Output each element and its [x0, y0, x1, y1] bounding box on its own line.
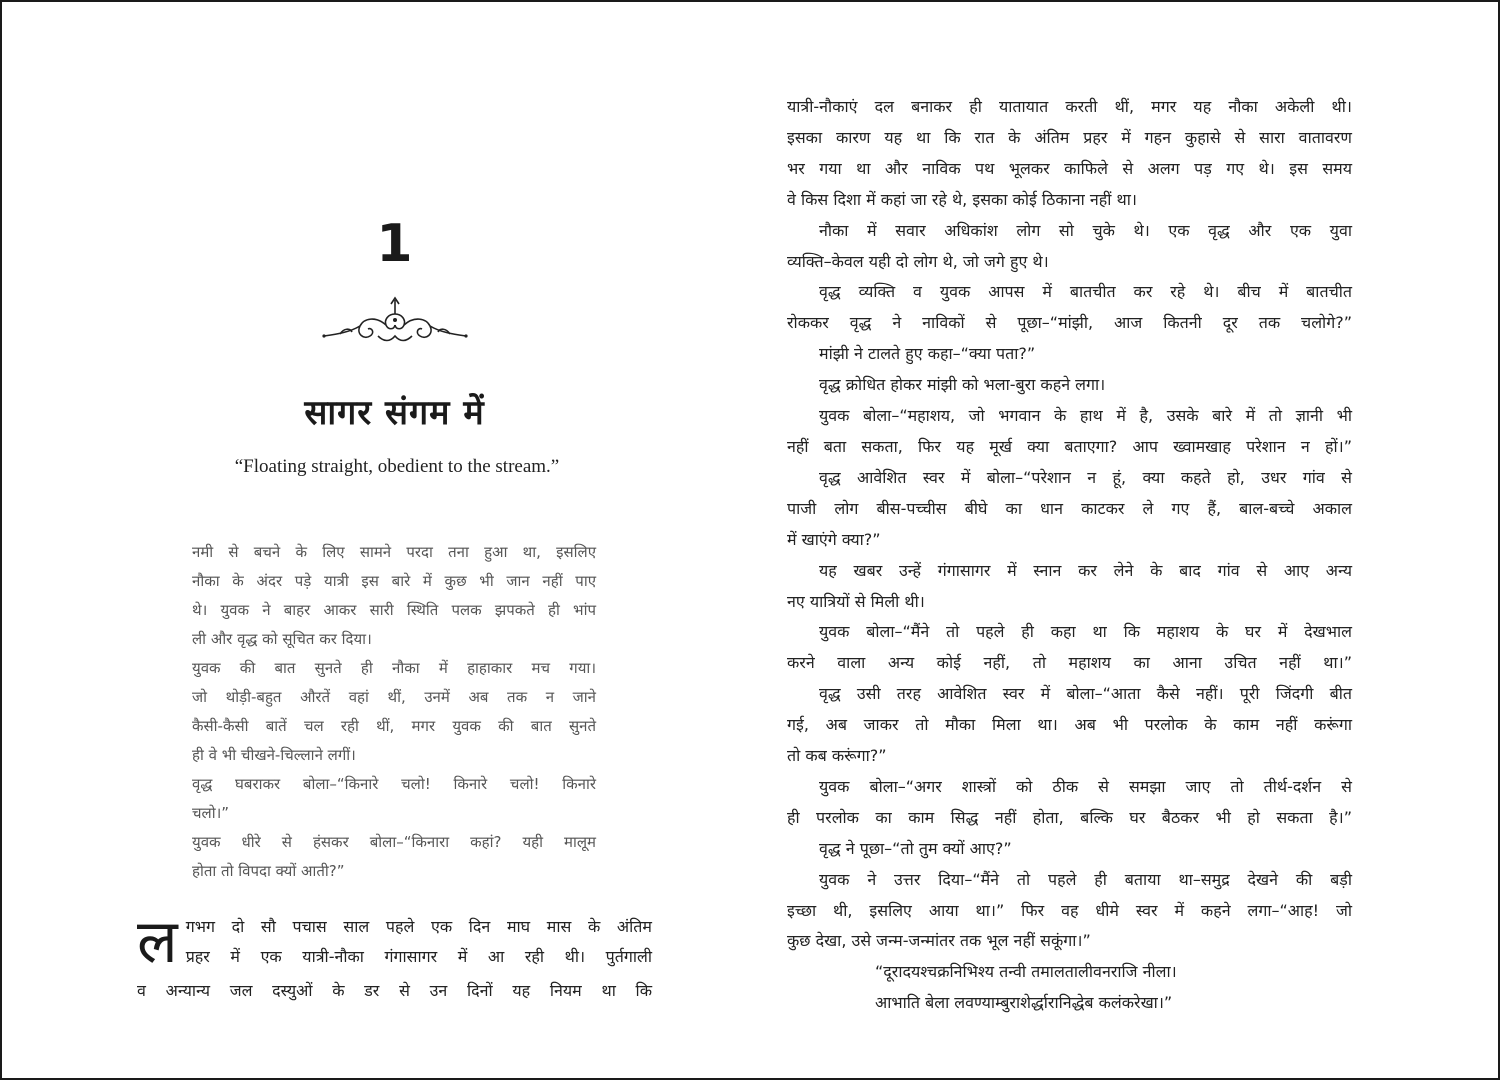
body-line: मांझी ने टालते हुए कहा–“क्या पता?” — [819, 344, 1036, 364]
intro-line: नौका के अंदर पड़े यात्री इस बारे में कुछ भी जान नहीं पाए — [192, 572, 596, 590]
left-page — [2, 2, 752, 1078]
body-line: करने वाला अन्य कोई नहीं, तो महाशय का आना उचित नहीं था।” — [787, 653, 1352, 673]
body-line: यह खबर उन्हें गंगासागर में स्नान कर लेने के बाद गांव से आए अन्य — [819, 560, 1352, 580]
intro-passage — [192, 538, 596, 886]
verse-line: आभाति बेला लवण्याम्बुराशेर्द्धारानिद्धेब कलंकरेखा।” — [875, 993, 1173, 1013]
body-line: वे किस दिशा में कहां जा रहे थे, इसका कोई ठिकाना नहीं था। — [787, 189, 1137, 209]
body-line: वृद्ध उसी तरह आवेशित स्वर में बोला–“आता कैसे नहीं। पूरी जिंदगी बीत — [819, 684, 1352, 704]
body-line: वृद्ध ने पूछा–“तो तुम क्यों आए?” — [819, 838, 1012, 858]
right-page — [787, 92, 1352, 1019]
body-line: में खाएंगे क्या?” — [787, 529, 881, 549]
opening-line: गभग दो सौ पचास साल पहले एक दिन माघ मास के अंतिम — [185, 917, 652, 936]
opening-line: प्रहर में एक यात्री-नौका गंगासागर में आ रही थी। पुर्तगाली — [185, 947, 652, 966]
intro-line: युवक की बात सुनते ही नौका में हाहाकार मच गया। — [192, 659, 596, 677]
intro-line: थे। युवक ने बाहर आकर सारी स्थिति पलक झपकते ही भांप — [192, 601, 596, 619]
intro-line: युवक धीरे से हंसकर बोला–“किनारा कहां? यही मालूम — [192, 833, 596, 851]
chapter-number: 1 — [376, 214, 413, 274]
verse-line: “दूरादयश्चक्रनिभिश्य तन्वी तमालतालीवनराजि नीला। — [875, 962, 1177, 982]
body-line: तो कब करूंगा?” — [787, 746, 887, 766]
body-line: युवक बोला–“महाशय, जो भगवान के हाथ में है, उसके बारे में तो ज्ञानी भी — [819, 406, 1352, 426]
body-line: नए यात्रियों से मिली थी। — [787, 591, 925, 611]
body-line: वृद्ध व्यक्ति व युवक आपस में बातचीत कर रहे थे। बीच में बातचीत — [819, 282, 1352, 302]
intro-line: ली और वृद्ध को सूचित कर दिया। — [192, 630, 372, 648]
intro-line: ही वे भी चीखने-चिल्लाने लगीं। — [192, 746, 356, 764]
body-line: युवक बोला–“मैंने तो पहले ही कहा था कि महाशय के घर में देखभाल — [819, 622, 1352, 642]
drop-cap: ल — [137, 907, 178, 977]
body-line: रोककर वृद्ध ने नाविकों से पूछा–“मांझी, आज कितनी दूर तक चलोगे?” — [787, 313, 1352, 333]
epigraph-quote: “Floating straight, obedient to the stream.” — [234, 456, 560, 477]
body-line: नौका में सवार अधिकांश लोग सो चुके थे। एक वृद्ध और एक युवा — [819, 220, 1352, 240]
intro-line: चलो।” — [192, 804, 230, 822]
intro-line: वृद्ध घबराकर बोला–“किनारे चलो! किनारे चलो! किनारे — [192, 775, 596, 793]
intro-line: कैसी-कैसी बातें चल रही थीं, मगर युवक की बात सुनते — [192, 717, 596, 735]
body-line: नहीं बता सकता, फिर यह मूर्ख क्या बताएगा? आप ख्वामखाह परेशान न हों।” — [787, 436, 1352, 456]
body-line: भर गया था और नाविक पथ भूलकर काफिले से अलग पड़ गए थे। इस समय — [787, 158, 1352, 178]
opening-line: व अन्यान्य जल दस्युओं के डर से उन दिनों यह नियम था कि — [137, 981, 652, 1000]
opening-paragraph — [137, 907, 652, 1006]
chapter-title: सागर संगम में — [304, 393, 485, 433]
body-line: गई, अब जाकर तो मौका मिला था। अब भी परलोक के काम नहीं करूंगा — [787, 715, 1352, 735]
body-line: यात्री-नौकाएं दल बनाकर ही यातायात करती थीं, मगर यह नौका अकेली थी। — [787, 97, 1352, 116]
intro-line: नमी से बचने के लिए सामने परदा तना हुआ था, इसलिए — [192, 543, 596, 561]
body-line: वृद्ध आवेशित स्वर में बोला–“परेशान न हूं, क्या कहते हो, उधर गांव से — [819, 467, 1352, 487]
body-line: युवक ने उत्तर दिया–“मैंने तो पहले ही बताया था–समुद्र देखने की बड़ी — [819, 869, 1352, 889]
intro-line: जो थोड़ी-बहुत औरतें वहां थीं, उनमें अब तक न जाने — [192, 688, 596, 706]
body-line: कुछ देखा, उसे जन्म-जन्मांतर तक भूल नहीं सकूंगा।” — [787, 931, 1091, 951]
intro-line: होता तो विपदा क्यों आती?” — [192, 862, 345, 880]
body-line: युवक बोला–“अगर शास्त्रों को ठीक से समझा जाए तो तीर्थ-दर्शन से — [819, 776, 1352, 796]
body-line: ही परलोक का काम सिद्ध नहीं होता, बल्कि घर बैठकर भी हो सकता है।” — [787, 807, 1352, 827]
body-line: वृद्ध क्रोधित होकर मांझी को भला-बुरा कहने लगा। — [819, 375, 1106, 395]
body-line: व्यक्ति–केवल यही दो लोग थे, जो जगे हुए थे। — [787, 251, 1049, 271]
ornament-divider-icon — [320, 292, 470, 352]
body-line: इसका कारण यह था कि रात के अंतिम प्रहर में गहन कुहासे से सारा वातावरण — [787, 127, 1352, 147]
body-line: पाजी लोग बीस-पच्चीस बीघे का धान काटकर ले गए हैं, बाल-बच्चे अकाल — [787, 498, 1352, 518]
body-line: इच्छा थी, इसलिए आया था।” फिर वह धीमे स्वर में कहने लगा–“आह! जो — [787, 900, 1352, 920]
